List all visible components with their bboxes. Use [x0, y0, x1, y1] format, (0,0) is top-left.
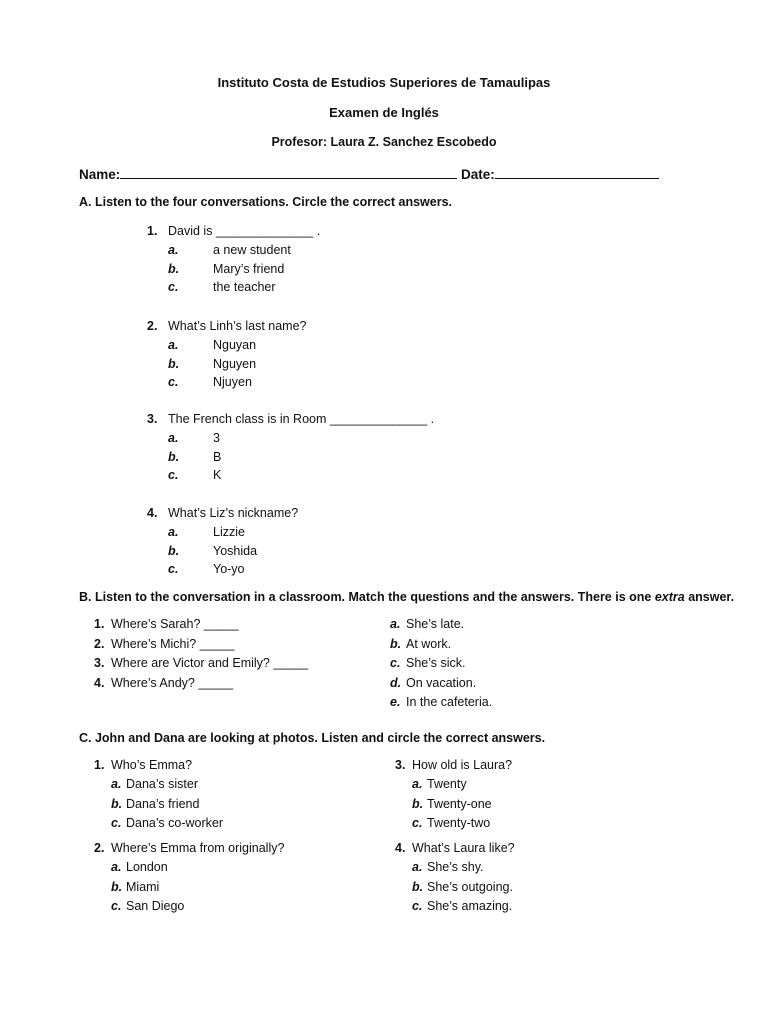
match-answer-letter: a.	[390, 617, 401, 631]
match-answer: In the cafeteria.	[406, 695, 493, 709]
match-question-number: 2.	[94, 636, 105, 651]
match-question: Where’s Sarah? _____	[111, 617, 239, 631]
institution-title: Instituto Costa de Estudios Superiores de Tamaulipas	[217, 75, 551, 90]
option-letter: b.	[168, 543, 180, 558]
match-answer: At work.	[406, 636, 452, 651]
option-letter: a.	[111, 777, 122, 791]
answer-option[interactable]: Njuyen	[213, 375, 252, 390]
option-letter: a.	[168, 431, 179, 445]
option-letter: b.	[111, 796, 123, 811]
question-number: 1.	[147, 224, 158, 238]
question-number: 2.	[147, 319, 158, 333]
answer-option[interactable]: She’s shy.	[427, 860, 484, 874]
question-number: 1.	[94, 758, 105, 772]
question-number: 3.	[147, 412, 158, 426]
answer-option[interactable]: Dana’s friend	[126, 796, 200, 811]
question-text: The French class is in Room ______________ .	[168, 412, 435, 426]
question-number: 3.	[395, 758, 406, 772]
option-letter: c.	[111, 816, 122, 830]
option-letter: a.	[412, 777, 423, 791]
section-a-title: A. Listen to the four conversations. Circle the correct answers.	[79, 195, 453, 209]
question-number: 2.	[94, 841, 105, 855]
option-letter: c.	[111, 899, 122, 913]
question-number: 4.	[395, 841, 406, 855]
answer-option[interactable]: Mary’s friend	[213, 261, 285, 276]
match-question-number: 3.	[94, 656, 105, 670]
section-b-title-end: answer.	[684, 590, 735, 604]
match-answer-letter: c.	[390, 656, 401, 670]
option-letter: c.	[168, 562, 179, 577]
question-text: David is ______________ .	[168, 224, 321, 238]
answer-option[interactable]: Nguyen	[213, 356, 257, 371]
question-text: Where’s Emma from originally?	[111, 841, 285, 855]
answer-option[interactable]: Dana’s sister	[126, 777, 199, 791]
option-letter: b.	[111, 879, 123, 894]
option-letter: c.	[168, 375, 179, 390]
option-letter: c.	[412, 899, 423, 913]
option-letter: a.	[111, 860, 122, 874]
answer-option[interactable]: She’s outgoing.	[427, 879, 513, 894]
answer-option[interactable]: Nguyan	[213, 338, 257, 352]
section-c-title: C. John and Dana are looking at photos. Listen and circle the correct answers.	[79, 731, 546, 745]
option-letter: b.	[168, 356, 180, 371]
option-letter: c.	[168, 468, 179, 483]
answer-option[interactable]: a new student	[213, 243, 291, 257]
option-letter: c.	[412, 816, 423, 830]
match-question: Where’s Andy? _____	[111, 675, 234, 690]
question-text: Who’s Emma?	[111, 758, 193, 772]
option-letter: a.	[412, 860, 423, 874]
question-text: What’s Linh’s last name?	[168, 319, 307, 333]
question-text: What’s Liz’s nickname?	[168, 506, 299, 520]
answer-option[interactable]: Twenty	[427, 777, 467, 791]
answer-option[interactable]: San Diego	[126, 899, 185, 913]
answer-option[interactable]: Dana’s co-worker	[126, 816, 224, 830]
date-blank[interactable]	[495, 164, 659, 179]
question-text: What’s Laura like?	[412, 841, 515, 855]
section-b-title-start: B. Listen to the conversation in a classroom. Match the questions and the answers. There is one	[79, 590, 655, 604]
section-b-title	[79, 590, 734, 604]
option-letter: b.	[168, 449, 180, 464]
answer-option[interactable]: B	[213, 449, 222, 464]
answer-option[interactable]: the teacher	[213, 280, 276, 295]
question-text: How old is Laura?	[412, 758, 513, 772]
answer-option[interactable]: K	[213, 468, 222, 483]
exam-title: Examen de Inglés	[329, 105, 439, 120]
option-letter: a.	[168, 525, 179, 539]
name-date-row	[79, 164, 659, 182]
date-label: Date:	[461, 167, 495, 182]
match-question-number: 1.	[94, 617, 105, 631]
option-letter: b.	[412, 879, 424, 894]
answer-option[interactable]: Twenty-one	[427, 796, 492, 811]
match-answer-letter: d.	[390, 675, 402, 690]
match-answer-letter: b.	[390, 636, 402, 651]
option-letter: c.	[168, 280, 179, 295]
match-answer-letter: e.	[390, 695, 401, 709]
match-answer: She’s late.	[406, 617, 465, 631]
answer-option[interactable]: 3	[213, 431, 220, 445]
match-answer: She’s sick.	[406, 656, 466, 670]
answer-option[interactable]: Twenty-two	[427, 816, 491, 830]
answer-option[interactable]: Yoshida	[213, 543, 258, 558]
answer-option[interactable]: Miami	[126, 879, 160, 894]
name-label: Name:	[79, 167, 121, 182]
match-question-number: 4.	[94, 675, 105, 690]
section-b-title-italic: extra	[654, 590, 685, 604]
option-letter: b.	[168, 261, 180, 276]
question-number: 4.	[147, 506, 158, 520]
option-letter: a.	[168, 338, 179, 352]
match-question: Where’s Michi? _____	[111, 636, 235, 651]
answer-option[interactable]: She’s amazing.	[427, 899, 513, 913]
option-letter: a.	[168, 243, 179, 257]
name-blank[interactable]	[120, 164, 457, 179]
match-question: Where are Victor and Emily? _____	[111, 656, 309, 670]
answer-option[interactable]: London	[126, 860, 168, 874]
match-answer: On vacation.	[406, 675, 477, 690]
teacher-line: Profesor: Laura Z. Sanchez Escobedo	[271, 135, 497, 149]
option-letter: b.	[412, 796, 424, 811]
answer-option[interactable]: Yo-yo	[213, 562, 245, 577]
answer-option[interactable]: Lizzie	[213, 525, 245, 539]
